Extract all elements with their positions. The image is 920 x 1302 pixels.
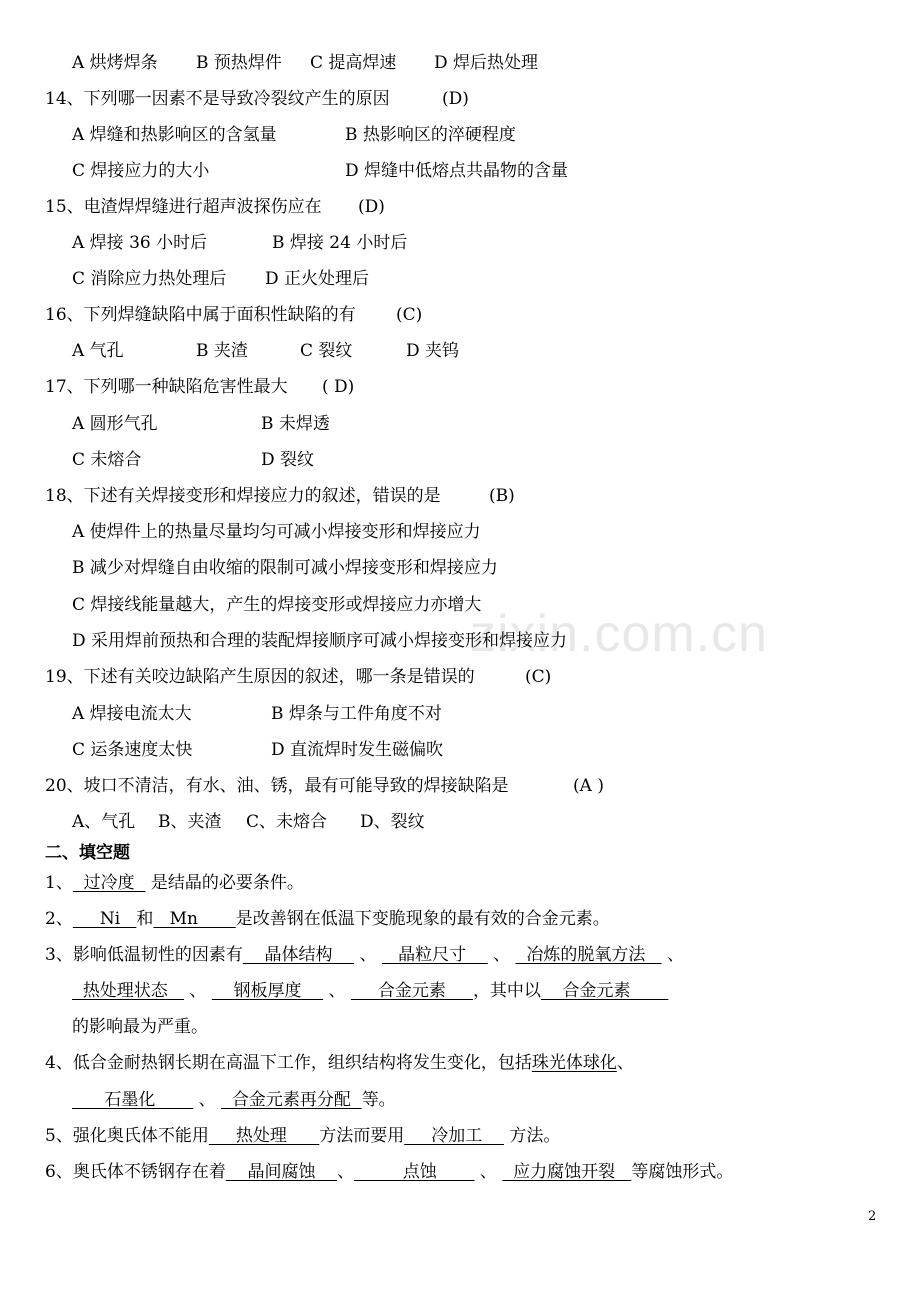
fill-4-tail: 等。	[361, 1090, 396, 1110]
q15-option-d: D 正火处理后	[265, 269, 370, 289]
q16-option-c: C 裂纹	[300, 341, 353, 361]
fill-3-mid: ，其中以	[472, 981, 541, 1001]
fill-4-sep: 、	[193, 1090, 222, 1110]
q16-stem: 16、下列焊缝缺陷中属于面积性缺陷的有	[45, 305, 356, 325]
q17-option-c: C 未熔合	[72, 450, 142, 470]
q14-option-b: B 热影响区的淬硬程度	[345, 125, 516, 145]
fill-6-sep2: 、	[474, 1162, 503, 1182]
fill-3-blank-7: 合金元素	[540, 981, 669, 1001]
fill-3-end: 的影响最为严重。	[72, 1017, 208, 1037]
fill-6-blank-1: 晶间腐蚀	[225, 1162, 338, 1182]
q17-answer: ( D)	[322, 377, 355, 397]
fill-2-text: 是改善钢在低温下变脆现象的最有效的合金元素。	[235, 909, 610, 929]
fill-3-sep: 、	[184, 981, 212, 1001]
fill-5-blank-1: 热处理	[208, 1126, 320, 1146]
q14-option-c: C 焊接应力的大小	[72, 161, 210, 181]
q17-option-d: D 裂纹	[261, 450, 315, 470]
q16-answer: (C)	[396, 305, 423, 325]
fill-5-mid: 方法而要用	[319, 1126, 405, 1146]
fill-1-text: 是结晶的必要条件。	[145, 873, 304, 893]
q19-option-c: C 运条速度太快	[72, 740, 193, 760]
fill-2	[45, 908, 610, 930]
fill-6-blank-3: 应力腐蚀开裂	[502, 1162, 632, 1182]
q18-option-d: D 采用焊前预热和合理的装配焊接顺序可减小焊接变形和焊接应力	[72, 631, 568, 651]
q18-stem-line	[45, 485, 515, 507]
fill-5-text: 5、强化奥氏体不能用	[45, 1126, 209, 1146]
fill-3-sep: 、	[354, 945, 382, 965]
q19-option-d: D 直流焊时发生磁偏吹	[271, 740, 444, 760]
fill-3-blank-6: 合金元素	[350, 981, 473, 1001]
fill-3-line1	[45, 944, 684, 966]
q15-answer: (D)	[358, 197, 385, 217]
fill-3-blank-1: 晶体结构	[242, 945, 355, 965]
fill-6-tail: 等腐蚀形式。	[631, 1162, 734, 1182]
q17-option-b: B 未焊透	[261, 414, 330, 434]
fill-2-num: 2、	[45, 909, 73, 929]
q15-option-a: A 焊接 36 小时后	[72, 233, 208, 253]
fill-2-blank-1: Ni	[72, 909, 137, 929]
q18-option-a: A 使焊件上的热量尽量均匀可减小焊接变形和焊接应力	[72, 522, 481, 542]
fill-3-line2	[72, 980, 668, 1002]
q15-option-c: C 消除应力热处理后	[72, 269, 227, 289]
q20-answer: (A )	[573, 776, 604, 796]
q14-stem-line	[45, 88, 469, 110]
q13-option-c: C 提高焊速	[310, 53, 397, 73]
q15-stem-line	[45, 196, 385, 218]
fill-6-blank-2: 点蚀	[354, 1162, 475, 1182]
q16-option-a: A 气孔	[72, 341, 124, 361]
q20-option-b: B、夹渣	[158, 812, 222, 832]
q19-stem: 19、下述有关咬边缺陷产生原因的叙述，哪一条是错误的	[45, 667, 475, 687]
fill-6-sep1: 、	[337, 1162, 355, 1182]
q14-option-a: A 焊缝和热影响区的含氢量	[72, 125, 277, 145]
fill-2-blank-2: Mn	[153, 909, 236, 929]
q17-stem: 17、下列哪一种缺陷危害性最大	[45, 377, 288, 397]
fill-1	[45, 872, 304, 894]
q13-option-d: D 焊后热处理	[434, 53, 539, 73]
fill-3-blank-4: 热处理状态	[72, 981, 185, 1001]
fill-3-blank-3: 冶炼的脱氧方法	[515, 945, 662, 965]
fill-4-blank-2: 石墨化	[72, 1090, 194, 1110]
fill-4-blank-1: 珠光体球化	[531, 1053, 617, 1073]
q18-option-b: B 减少对焊缝自由收缩的限制可减小焊接变形和焊接应力	[72, 558, 498, 578]
q13-option-b: B 预热焊件	[196, 53, 282, 73]
q18-option-c: C 焊接线能量越大，产生的焊接变形或焊接应力亦增大	[72, 595, 482, 615]
q15-option-b: B 焊接 24 小时后	[272, 233, 408, 253]
fill-3-intro: 3、影响低温韧性的因素有	[45, 945, 243, 965]
q16-stem-line	[45, 304, 423, 326]
watermark: zixin.com.cn	[470, 605, 769, 663]
q19-option-b: B 焊条与工件角度不对	[271, 704, 442, 724]
fill-5	[45, 1125, 560, 1147]
fill-5-tail: 方法。	[503, 1126, 561, 1146]
q19-option-a: A 焊接电流太大	[72, 704, 192, 724]
q20-stem: 20、坡口不清洁，有水、油、锈，最有可能导致的焊接缺陷是	[45, 776, 509, 796]
fill-3-blank-5: 钢板厚度	[211, 981, 324, 1001]
fill-3-blank-2: 晶粒尺寸	[381, 945, 488, 965]
q14-option-d: D 焊缝中低熔点共晶物的含量	[345, 161, 569, 181]
q19-stem-line	[45, 666, 552, 688]
fill-4-blank-3: 合金元素再分配	[221, 1090, 362, 1110]
q20-option-d: D、裂纹	[360, 812, 425, 832]
fill-3-end1: 、	[661, 945, 684, 965]
fill-1-num: 1、	[45, 873, 73, 893]
fill-5-blank-2: 冷加工	[404, 1126, 504, 1146]
q20-stem-line	[45, 775, 604, 797]
section-title: 二、填空题	[45, 843, 130, 863]
page-number: 2	[868, 1209, 877, 1224]
q13-option-a: A 烘烤焊条	[72, 53, 158, 73]
fill-1-blank: 过冷度	[72, 873, 146, 893]
fill-6-text: 6、奥氏体不锈钢存在着	[45, 1162, 226, 1182]
q15-stem: 15、电渣焊焊缝进行超声波探伤应在	[45, 197, 322, 217]
q17-stem-line	[45, 376, 355, 398]
q20-option-c: C、未熔合	[246, 812, 328, 832]
q16-option-d: D 夹钨	[406, 341, 460, 361]
q14-stem: 14、下列哪一因素不是导致冷裂纹产生的原因	[45, 89, 390, 109]
fill-3-sep: 、	[323, 981, 351, 1001]
q16-option-b: B 夹渣	[196, 341, 248, 361]
fill-4-line1	[45, 1052, 634, 1074]
q17-option-a: A 圆形气孔	[72, 414, 158, 434]
fill-4-line2	[72, 1089, 396, 1111]
q14-answer: (D)	[442, 89, 469, 109]
fill-2-and: 和	[136, 909, 154, 929]
q18-stem: 18、下述有关焊接变形和焊接应力的叙述，错误的是	[45, 486, 441, 506]
fill-6	[45, 1161, 733, 1183]
fill-4-text: 4、低合金耐热钢长期在高温下工作，组织结构将发生变化，包括	[45, 1053, 532, 1073]
q19-answer: (C)	[525, 667, 552, 687]
fill-4-end: 、	[616, 1053, 634, 1073]
q20-option-a: A、气孔	[72, 812, 136, 832]
q18-answer: (B)	[489, 486, 515, 506]
fill-3-sep: 、	[487, 945, 516, 965]
